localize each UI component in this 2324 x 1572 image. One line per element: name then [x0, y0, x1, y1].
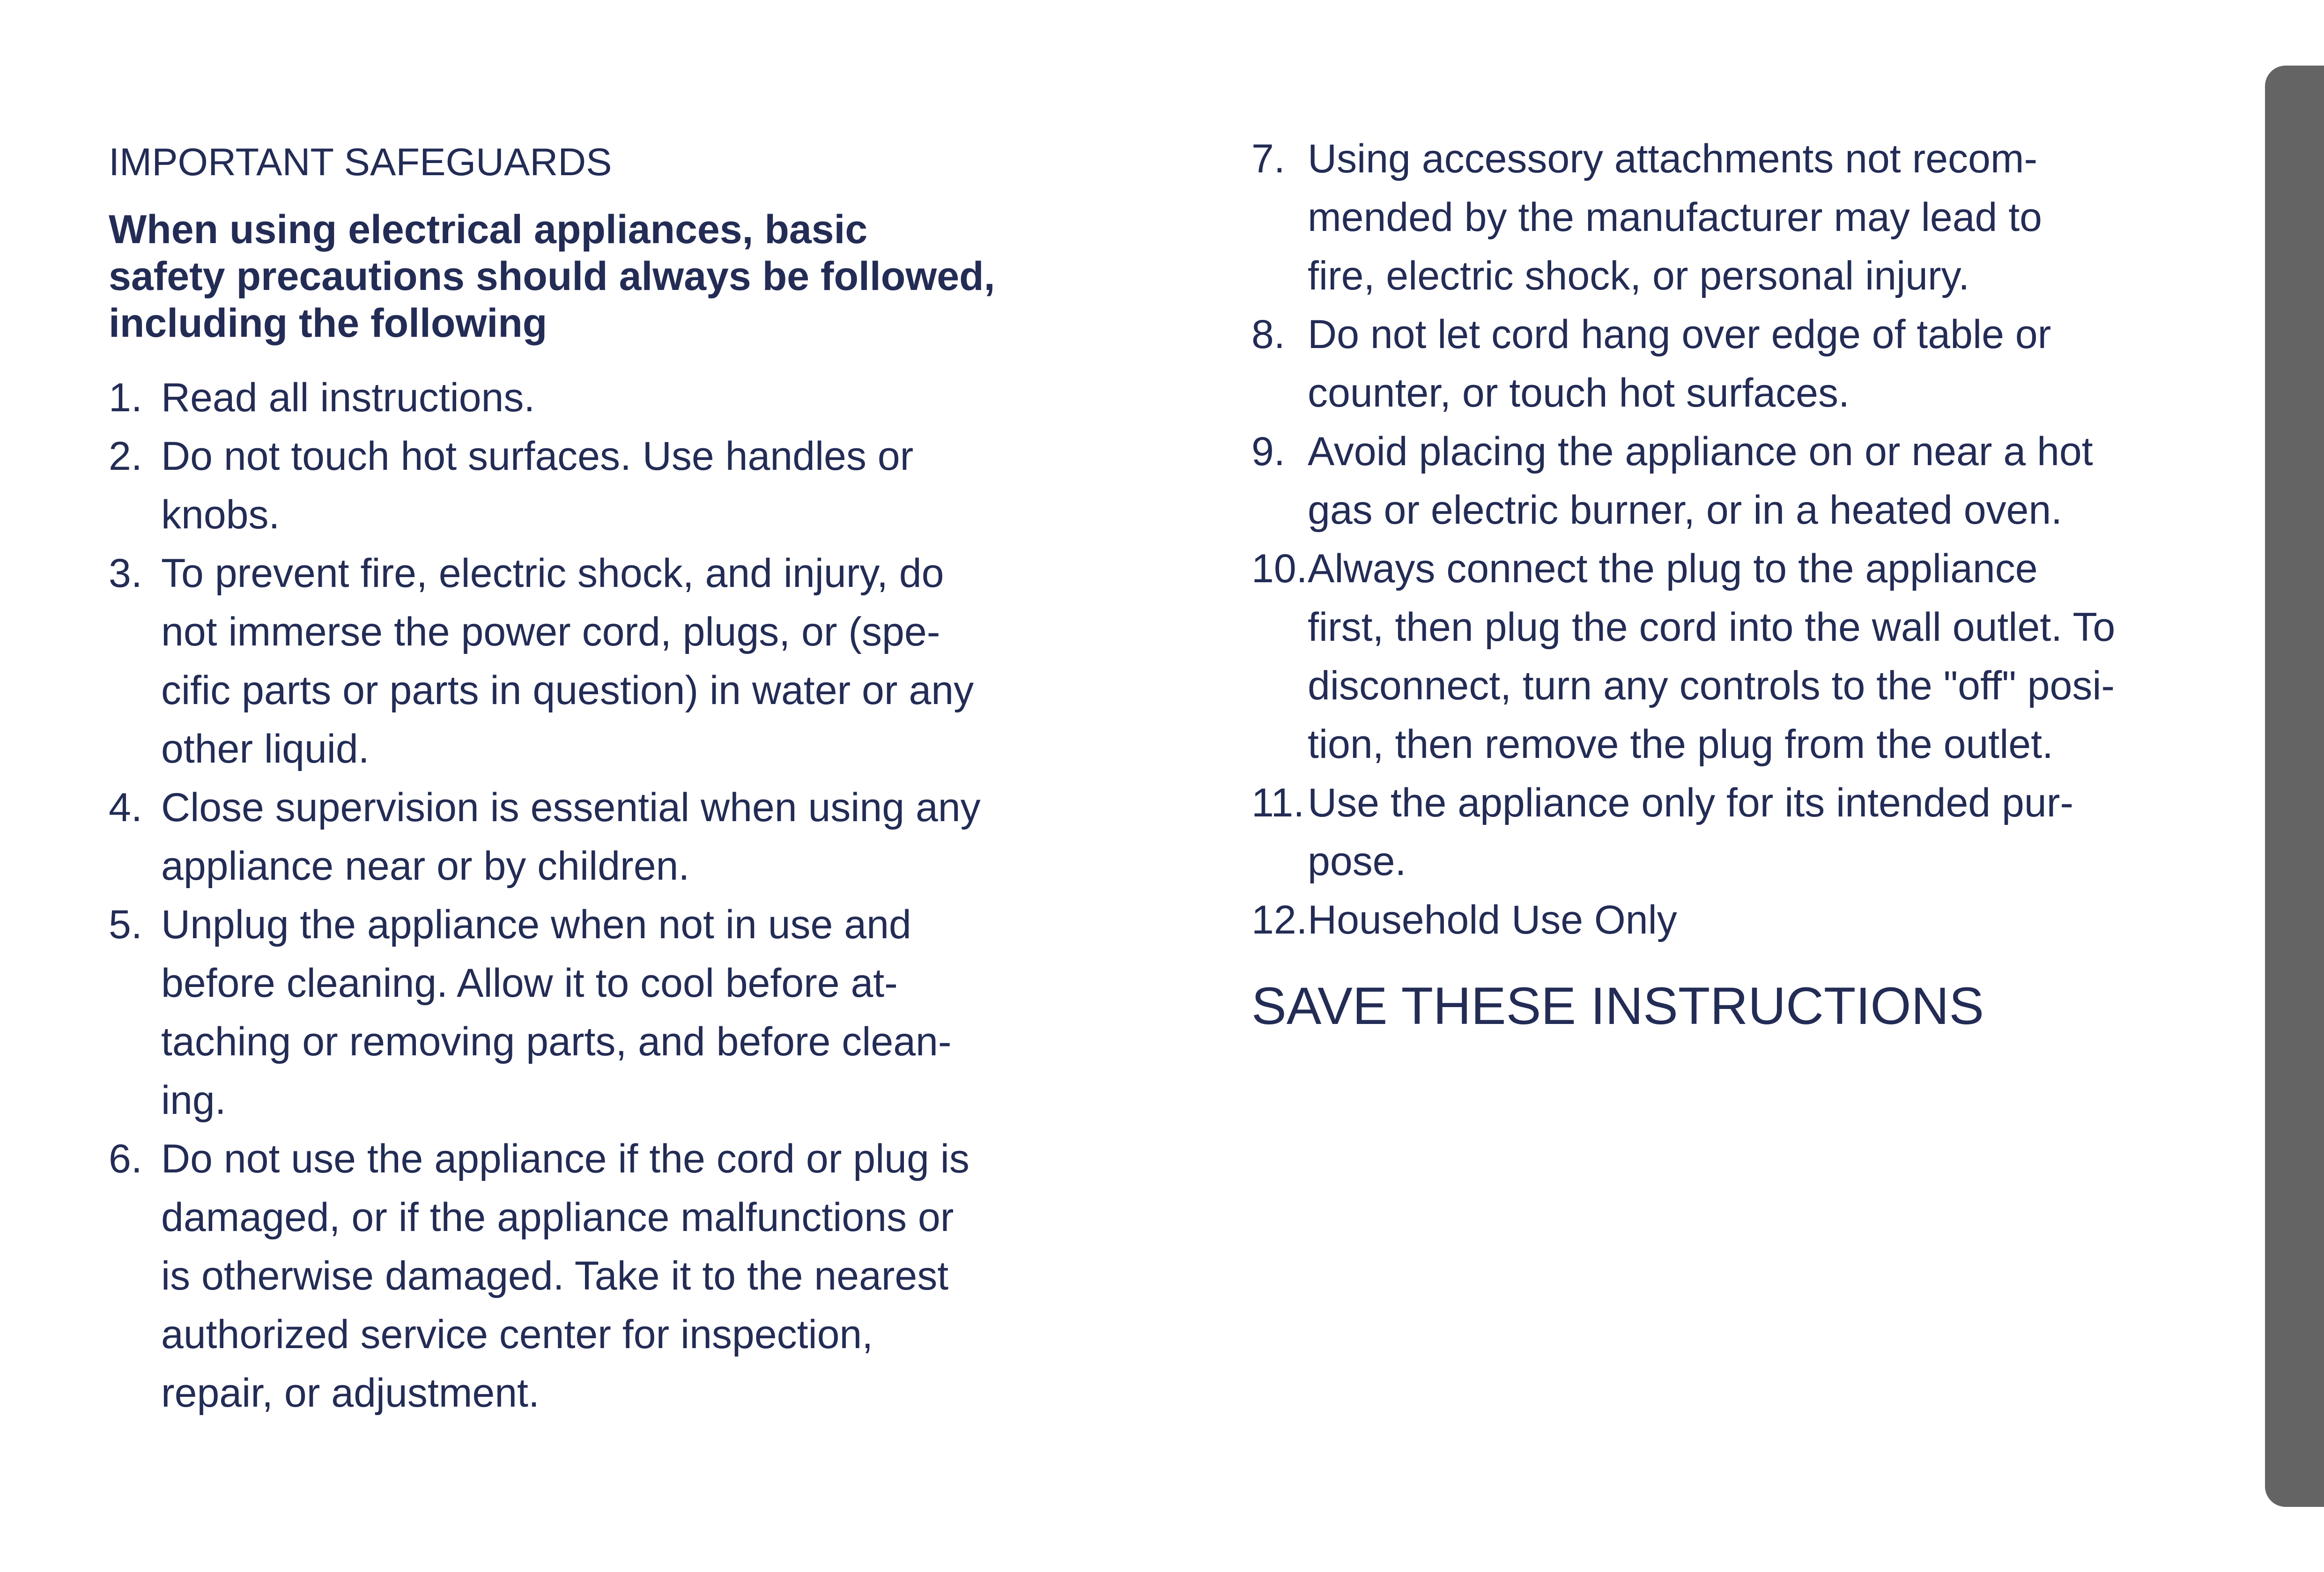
- intro-line: including the following: [109, 301, 548, 346]
- list-item: [109, 369, 1073, 427]
- item-line: Do not use the appliance if the cord or plug is: [161, 1136, 970, 1181]
- item-number: 6.: [109, 1136, 142, 1181]
- item-number: 11.: [1251, 780, 1305, 825]
- item-line: Close supervision is essential when using any: [161, 785, 981, 830]
- save-instructions-heading: SAVE THESE INSTRUCTIONS: [1251, 977, 1984, 1035]
- list-item: [1251, 540, 2207, 774]
- item-line: authorized service center for inspection,: [161, 1312, 873, 1357]
- item-line: tion, then remove the plug from the outlet.: [1308, 722, 2053, 767]
- item-number: 9.: [1251, 429, 1285, 474]
- item-line: Use the appliance only for its intended pur-: [1308, 780, 2073, 825]
- list-item: [1251, 130, 2207, 305]
- item-line: fire, electric shock, or personal injury.: [1308, 253, 1970, 298]
- item-line: disconnect, turn any controls to the "off" posi-: [1308, 663, 2115, 708]
- side-tab: [2265, 66, 2324, 1507]
- item-line: appliance near or by children.: [161, 844, 690, 889]
- item-line: To prevent fire, electric shock, and injury, do: [161, 551, 944, 596]
- item-line: knobs.: [161, 492, 280, 537]
- item-line: damaged, or if the appliance malfunctions or: [161, 1195, 954, 1240]
- page-title: IMPORTANT SAFEGUARDS: [109, 140, 612, 184]
- list-item: [109, 1130, 1073, 1423]
- item-line: first, then plug the cord into the wall outlet. To: [1308, 605, 2116, 650]
- item-line: not immerse the power cord, plugs, or (spe-: [161, 609, 940, 654]
- intro-text: [109, 206, 1073, 347]
- item-line: mended by the manufacturer may lead to: [1308, 195, 2042, 240]
- item-number: 8.: [1251, 312, 1285, 357]
- list-item: [1251, 774, 2207, 891]
- intro-line: When using electrical appliances, basic: [109, 207, 868, 252]
- list-item: [109, 779, 1073, 896]
- item-number: 4.: [109, 785, 142, 830]
- item-line: Do not let cord hang over edge of table or: [1308, 312, 2051, 357]
- list-item: [1251, 305, 2207, 423]
- list-item: [109, 544, 1073, 779]
- list-item: [1251, 423, 2207, 540]
- list-item: [109, 896, 1073, 1130]
- list-item: [109, 427, 1073, 544]
- item-number: 5.: [109, 902, 142, 947]
- intro-line: safety precautions should always be followed,: [109, 254, 995, 299]
- safeguard-list-left: [109, 369, 1073, 1423]
- item-number: 2.: [109, 434, 142, 479]
- item-number: 10.: [1251, 546, 1308, 591]
- item-line: counter, or touch hot surfaces.: [1308, 371, 1850, 415]
- item-number: 12.: [1251, 897, 1308, 942]
- item-line: Using accessory attachments not recom-: [1308, 136, 2038, 181]
- item-line: cific parts or parts in question) in water or any: [161, 668, 974, 713]
- item-line: Always connect the plug to the appliance: [1308, 546, 2038, 591]
- item-line: Unplug the appliance when not in use and: [161, 902, 911, 947]
- item-number: 7.: [1251, 136, 1285, 181]
- item-line: before cleaning. Allow it to cool before at-: [161, 961, 898, 1006]
- item-line: Avoid placing the appliance on or near a hot: [1308, 429, 2093, 474]
- item-line: other liquid.: [161, 727, 370, 771]
- list-item: [1251, 891, 2207, 949]
- safeguard-list-right: [1251, 130, 2207, 949]
- item-line: Read all instructions.: [161, 375, 535, 420]
- item-line: Do not touch hot surfaces. Use handles or: [161, 434, 914, 479]
- item-number: 1.: [109, 375, 142, 420]
- item-line: repair, or adjustment.: [161, 1371, 540, 1416]
- item-line: ing.: [161, 1078, 226, 1123]
- item-line: pose.: [1308, 839, 1406, 884]
- item-line: is otherwise damaged. Take it to the nearest: [161, 1253, 949, 1298]
- item-line: Household Use Only: [1308, 897, 1677, 942]
- item-line: taching or removing parts, and before clean-: [161, 1019, 952, 1064]
- item-line: gas or electric burner, or in a heated oven.: [1308, 488, 2063, 533]
- item-number: 3.: [109, 551, 142, 596]
